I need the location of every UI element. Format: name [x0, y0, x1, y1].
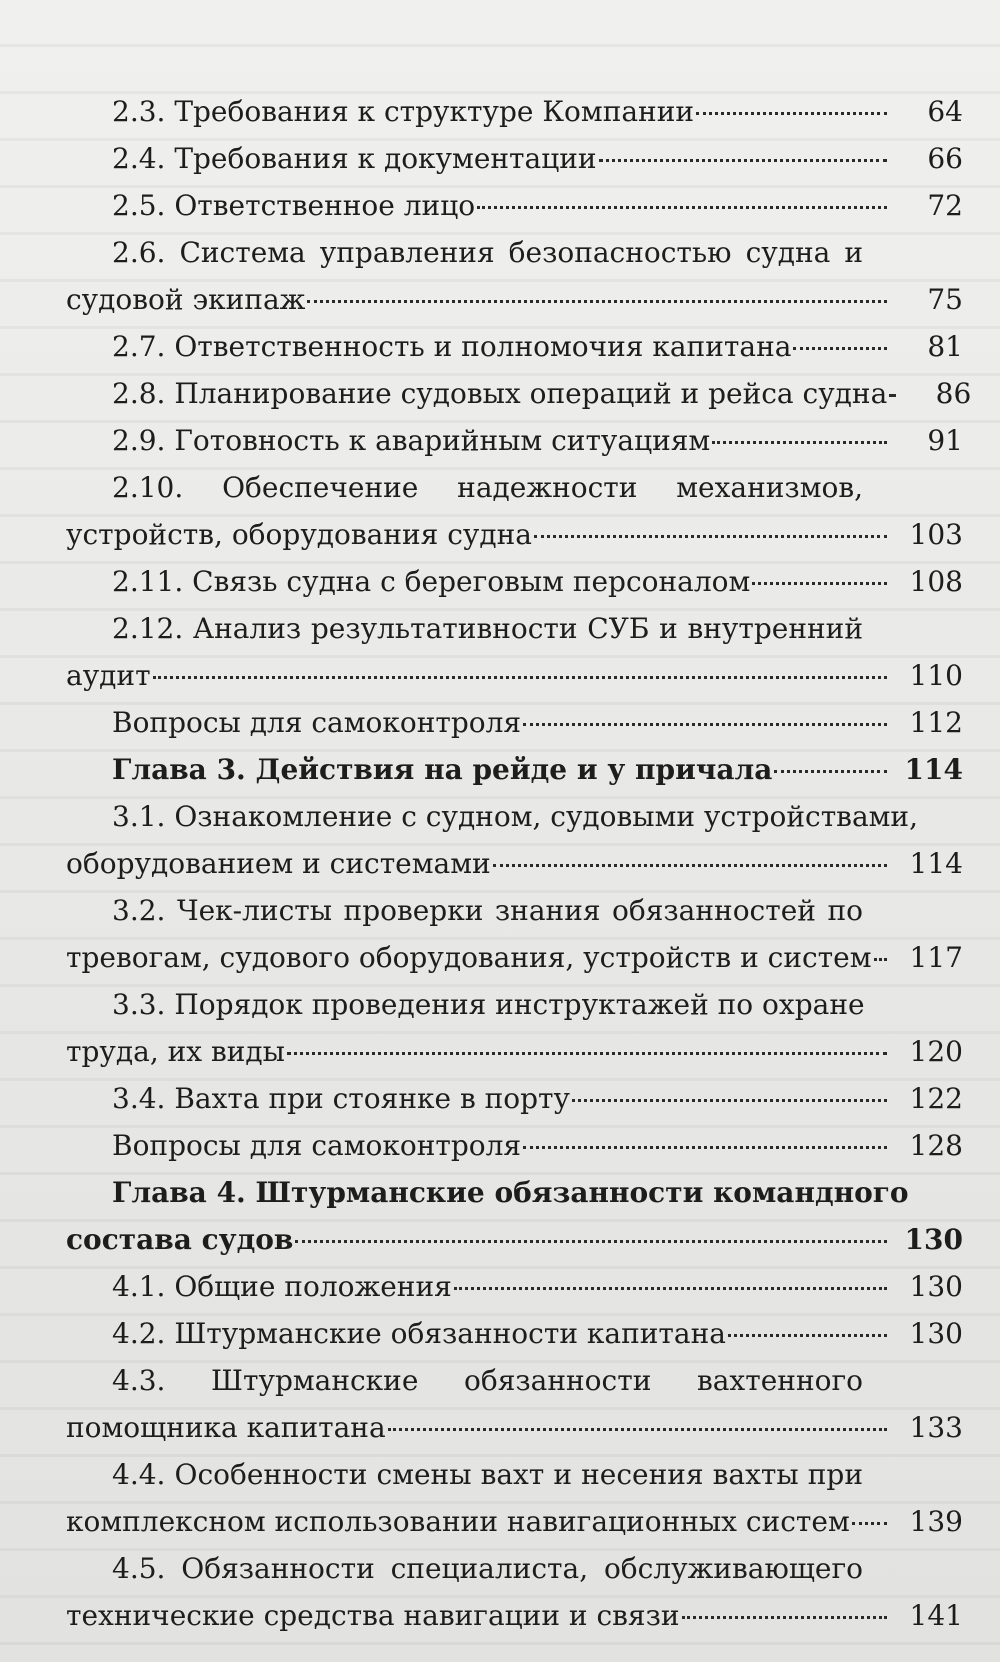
- toc-entry: [66, 229, 963, 323]
- dot-leader: [712, 441, 887, 444]
- toc-page-number: 86: [935, 377, 972, 410]
- dot-leader: [493, 864, 887, 867]
- toc-entry-title: технические средства навигации и связи: [66, 1599, 680, 1632]
- dot-leader: [874, 958, 887, 961]
- toc-entry-title-line: 4.4. Особенности смены вахт и несения вахты при: [112, 1458, 863, 1491]
- dot-leader: [388, 1428, 887, 1431]
- toc-entry-title-line: 3.1. Ознакомление с судном, судовыми устройствами,: [112, 800, 918, 833]
- dot-leader: [572, 1099, 887, 1102]
- toc-entry: [66, 558, 963, 605]
- toc-entry: [66, 1263, 963, 1310]
- toc-entry: [66, 981, 963, 1075]
- toc-entry: [66, 1122, 963, 1169]
- dot-leader: [534, 535, 887, 538]
- toc-entry-title: судовой экипаж: [66, 283, 306, 316]
- toc-entry: [66, 417, 963, 464]
- toc-entry-row: [66, 135, 963, 182]
- toc-page-number: 133: [909, 1411, 963, 1444]
- toc-entry-title: комплексном использовании навигационных систем: [66, 1505, 850, 1538]
- toc-entry-title: 2.9. Готовность к аварийным ситуациям: [112, 424, 711, 457]
- toc-page-number: 75: [927, 283, 963, 316]
- dot-leader: [295, 1240, 887, 1243]
- toc-entry-row: [66, 88, 963, 135]
- toc-entry-row: [66, 417, 963, 464]
- toc-entry-row: [66, 370, 972, 417]
- toc-entry-row: [66, 840, 963, 887]
- toc-entry: [66, 1451, 963, 1545]
- toc-page-number: 112: [909, 706, 963, 739]
- toc-entry: [66, 370, 972, 417]
- toc-entry-row: [66, 558, 963, 605]
- dot-leader: [752, 582, 887, 585]
- toc-entry: [66, 1357, 963, 1451]
- toc-entry-title-line: Глава 4. Штурманские обязанности командного: [112, 1176, 909, 1209]
- toc-entry-title: 2.3. Требования к структуре Компании: [112, 95, 695, 128]
- toc-entry-title: тревогам, судового оборудования, устройств и систем: [66, 941, 872, 974]
- toc-page-number: 141: [909, 1599, 963, 1632]
- toc-page-number: 66: [927, 142, 963, 175]
- toc-entry: [66, 746, 963, 793]
- toc-entry-row: [66, 323, 963, 370]
- toc-entry-row: [66, 934, 963, 981]
- toc-page-number: 117: [909, 941, 963, 974]
- toc-entry-title-line: 2.6. Система управления безопасностью судна и: [112, 236, 863, 269]
- dot-leader: [287, 1052, 887, 1055]
- dot-leader: [696, 112, 887, 115]
- toc-entry-row: [66, 1216, 963, 1263]
- dot-leader: [454, 1287, 887, 1290]
- toc-page-number: 103: [909, 518, 963, 551]
- dot-leader: [599, 159, 887, 162]
- toc-entry: [66, 323, 963, 370]
- toc-page-number: 122: [909, 1082, 963, 1115]
- toc-entry-title: 2.11. Связь судна с береговым персоналом: [112, 565, 751, 598]
- toc-entry-row: [66, 1263, 963, 1310]
- toc-page-number: 81: [927, 330, 963, 363]
- toc-entry-row: [66, 746, 963, 793]
- toc-entry-title: 2.5. Ответственное лицо: [112, 189, 476, 222]
- toc-entry-row: [66, 652, 963, 699]
- toc-page-number: 114: [904, 753, 963, 786]
- toc-entry: [66, 605, 963, 699]
- dot-leader: [153, 676, 887, 679]
- toc-page-number: 64: [927, 95, 963, 128]
- toc-page-number: 114: [909, 847, 963, 880]
- toc-entry-title: устройств, оборудования судна: [66, 518, 532, 551]
- toc-page-number: 139: [909, 1505, 963, 1538]
- toc-page-number: 130: [909, 1317, 963, 1350]
- toc-entry-row: [66, 182, 963, 229]
- toc-page-number: 130: [909, 1270, 963, 1303]
- dot-leader: [523, 723, 887, 726]
- toc-entry-title: помощника капитана: [66, 1411, 386, 1444]
- toc-page-number: 91: [927, 424, 963, 457]
- toc-entry-row: [66, 1498, 963, 1545]
- toc-entry: [66, 887, 963, 981]
- dot-leader: [793, 347, 887, 350]
- toc-entry: [66, 1310, 963, 1357]
- toc-page-number: 72: [927, 189, 963, 222]
- toc-entry-title: Вопросы для самоконтроля: [112, 1129, 522, 1162]
- toc-entry-row: [66, 1404, 963, 1451]
- toc-page-number: 108: [909, 565, 963, 598]
- dot-leader: [682, 1616, 888, 1619]
- toc-entry-title: Вопросы для самоконтроля: [112, 706, 522, 739]
- toc-page-number: 128: [909, 1129, 963, 1162]
- dot-leader: [728, 1334, 887, 1337]
- table-of-contents: [66, 88, 972, 1639]
- dot-leader: [774, 770, 887, 773]
- toc-entry-title: аудит: [66, 659, 151, 692]
- toc-entry: [66, 88, 963, 135]
- toc-entry: [66, 182, 963, 229]
- toc-entry: [66, 1075, 963, 1122]
- dot-leader: [477, 206, 887, 209]
- dot-leader: [852, 1522, 887, 1525]
- toc-entry: [66, 464, 963, 558]
- toc-entry-row: [66, 276, 963, 323]
- toc-entry-title: 4.1. Общие положения: [112, 1270, 452, 1303]
- toc-entry-title: 2.8. Планирование судовых операций и рейса судна: [112, 377, 888, 410]
- toc-entry-title-line: 3.3. Порядок проведения инструктажей по охране: [112, 988, 865, 1021]
- toc-entry-title: Глава 3. Действия на рейде и у причала: [112, 753, 773, 786]
- toc-entry-row: [66, 1028, 963, 1075]
- toc-entry-row: [66, 1075, 963, 1122]
- toc-entry: [66, 1545, 963, 1639]
- toc-entry-title: 2.7. Ответственность и полномочия капитана: [112, 330, 792, 363]
- dot-leader: [523, 1146, 887, 1149]
- toc-entry-title: 4.2. Штурманские обязанности капитана: [112, 1317, 726, 1350]
- toc-entry-row: [66, 1310, 963, 1357]
- toc-entry-title-line: 3.2. Чек-листы проверки знания обязанностей по: [112, 894, 863, 927]
- toc-entry: [66, 1169, 963, 1263]
- toc-entry-row: [66, 699, 963, 746]
- dot-leader: [889, 394, 895, 397]
- toc-entry-row: [66, 1122, 963, 1169]
- toc-entry: [66, 793, 963, 887]
- toc-entry-title-line: 4.5. Обязанности специалиста, обслуживающего: [112, 1552, 863, 1585]
- toc-entry-title: состава судов: [66, 1223, 294, 1256]
- dot-leader: [307, 300, 887, 303]
- toc-entry-title: 3.4. Вахта при стоянке в порту: [112, 1082, 571, 1115]
- toc-page-number: 130: [904, 1223, 963, 1256]
- toc-entry: [66, 699, 963, 746]
- toc-entry-title-line: 2.12. Анализ результативности СУБ и внутренний: [112, 612, 863, 645]
- toc-entry-title: 2.4. Требования к документации: [112, 142, 597, 175]
- toc-entry-row: [66, 1592, 963, 1639]
- toc-entry-row: [66, 511, 963, 558]
- toc-entry-title: оборудованием и системами: [66, 847, 491, 880]
- toc-page-number: 110: [909, 659, 963, 692]
- toc-entry-title: труда, их виды: [66, 1035, 285, 1068]
- toc-entry: [66, 135, 963, 182]
- toc-page-number: 120: [909, 1035, 963, 1068]
- toc-entry-title-line: 2.10. Обеспечение надежности механизмов,: [112, 471, 863, 504]
- toc-entry-title-line: 4.3. Штурманские обязанности вахтенного: [112, 1364, 863, 1397]
